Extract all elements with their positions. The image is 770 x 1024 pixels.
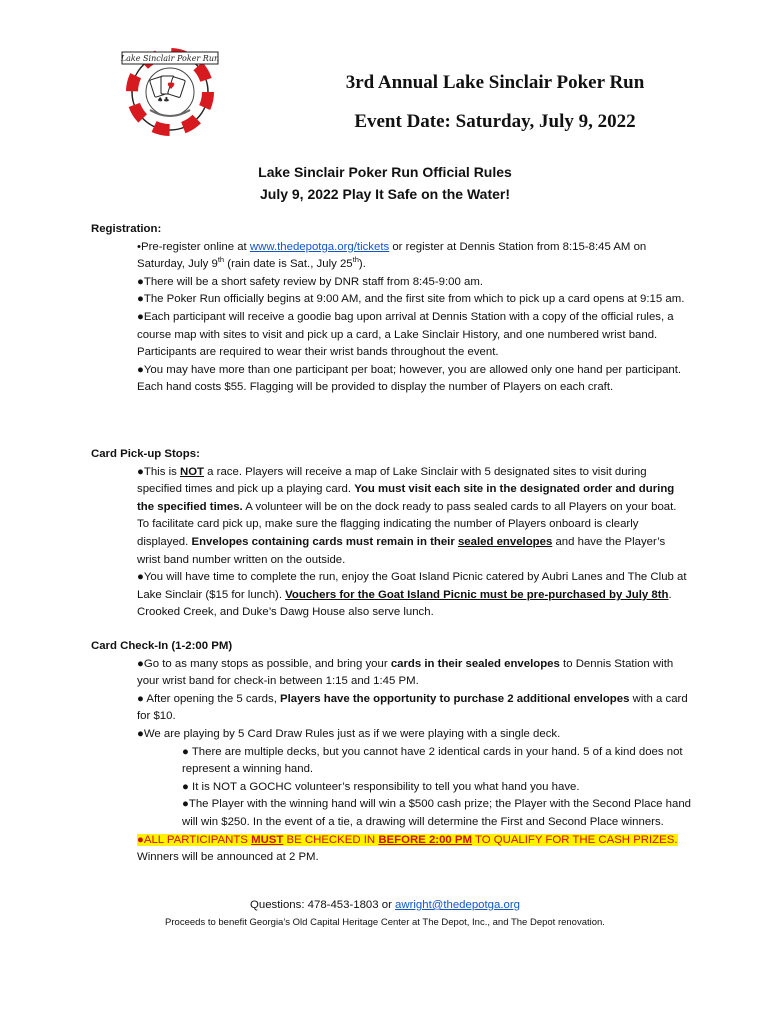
text: ●Go to as many stops as possible, and bring your xyxy=(137,657,391,670)
checkin-subbullet: ● It is NOT a GOCHC volunteer’s responsibility to tell you what hand you have. xyxy=(182,780,580,793)
logo-text: Lake Sinclair Poker Run xyxy=(120,54,220,63)
text: and have the Player’s wrist band number written on the outside. xyxy=(137,535,666,566)
text: with a card for $10. xyxy=(137,692,688,723)
emphasis: Vouchers for the Goat Island Picnic must be pre-purchased by July 8th xyxy=(285,588,669,601)
text: •Pre-register online at xyxy=(137,240,250,253)
rules-date-slogan: July 9, 2022 Play It Safe on the Water! xyxy=(259,186,511,202)
checkin-heading: Card Check-In (1-2:00 PM) xyxy=(91,640,233,652)
checkin-bullet: ●We are playing by 5 Card Draw Rules just as if we were playing with a single deck. xyxy=(137,727,561,740)
text: Questions: 478-453-1803 or xyxy=(250,899,396,911)
pickup-bullet xyxy=(137,569,691,622)
registration-heading: Registration: xyxy=(91,223,162,235)
text: ● After opening the 5 cards, xyxy=(137,692,281,705)
emphasis: MUST xyxy=(251,833,284,846)
emphasis: cards in their sealed envelopes xyxy=(390,657,560,670)
emphasis: BEFORE 2:00 PM xyxy=(378,833,472,846)
emphasis: Players have the opportunity to purchase 2 additional envelopes xyxy=(280,692,630,705)
text: ●ALL PARTICIPANTS xyxy=(137,833,252,846)
text: ). xyxy=(358,258,366,271)
email-link[interactable]: awright@thedepotga.org xyxy=(395,899,520,911)
text: (rain date is Sat., July 25 xyxy=(224,258,353,271)
checkin-subbullet: ●The Player with the winning hand will win a $500 cash prize; the Player with the Second Place hand will win $250. In the event of a tie, a drawing will determine the First and Second Place winners. xyxy=(182,798,691,828)
pickup-bullet xyxy=(137,464,691,570)
pickup-heading: Card Pick-up Stops: xyxy=(91,448,200,460)
registration-section xyxy=(91,221,691,397)
text: to Dennis Station with your wrist band for check-in between 1:15 and 1:45 PM. xyxy=(137,657,674,688)
pickup-section xyxy=(91,446,691,622)
registration-bullet: ●The Poker Run officially begins at 9:00 AM, and the first site from which to pick up a card opens at 9:15 am. xyxy=(137,293,685,306)
checkin-bullet xyxy=(137,656,691,691)
text: or register at Dennis Station from 8:15-8:45 AM on Saturday, July 9 xyxy=(137,240,647,271)
text: a race. Players will receive a map of Lake Sinclair with 5 designated sites to visit during specified times and pick up a playing card. xyxy=(137,465,647,496)
text: TO QUALIFY FOR THE CASH PRIZES. xyxy=(472,833,678,846)
page-title: 3rd Annual Lake Sinclair Poker Run xyxy=(345,72,645,93)
svg-text:♠♣: ♠♣ xyxy=(157,96,170,104)
emphasis: Envelopes containing cards must remain in their xyxy=(191,535,458,548)
text: . Crooked Creek, and Duke’s Dawg House also serve lunch. xyxy=(137,588,672,619)
checkin-subbullet: ● There are multiple decks, but you cannot have 2 identical cards in your hand. 5 of a kind does not represent a winning hand. xyxy=(182,745,683,776)
checkin-bullet xyxy=(137,691,691,726)
registration-bullet: ●Each participant will receive a goodie bag upon arrival at Dennis Station with a copy of the official rules, a course map with sites to visit and pick up a card, a Lake Sinclair History, and one numbered wrist band. Participants are required to wear their wrist bands throughout the event. xyxy=(137,310,674,359)
registration-bullet xyxy=(137,239,691,274)
text: A volunteer will be on the dock ready to pass sealed cards to all Players on your boat. To facilitate card pick up, make sure the flagging indicating the number of Players onboard is clearly displayed. xyxy=(137,500,677,548)
registration-bullet: ●You may have more than one participant per boat; however, you are allowed only one hand per participant. Each hand costs $55. Flagging will be provided to display the number of Players on each craft. xyxy=(137,363,682,394)
text: ●You will have time to complete the run, enjoy the Goat Island Picnic catered by Aubri Lanes and The Club at Lake Sinclair ($15 for lunch). xyxy=(137,571,687,601)
proceeds-note: Proceeds to benefit Georgia’s Old Capital Heritage Center at The Depot, Inc., and The Depot renovation. xyxy=(165,917,605,928)
winners-announcement: Winners will be announced at 2 PM. xyxy=(137,851,319,864)
superscript: th xyxy=(217,255,225,265)
checkin-section xyxy=(91,638,691,867)
superscript: th xyxy=(352,255,359,265)
registration-bullet: ●There will be a short safety review by DNR staff from 8:45-9:00 am. xyxy=(137,275,483,288)
emphasis: NOT xyxy=(179,465,205,478)
emphasis: You must visit each site in the designated order and during the specified times. xyxy=(137,483,675,513)
svg-text:♥: ♥ xyxy=(167,82,176,92)
text: BE CHECKED IN xyxy=(283,833,379,846)
tickets-link[interactable]: www.thedepotga.org/tickets xyxy=(249,240,390,253)
deadline-notice xyxy=(137,832,691,850)
questions-line xyxy=(0,899,770,911)
emphasis: sealed envelopes xyxy=(457,535,553,548)
deadline-highlight xyxy=(137,834,678,846)
poker-run-logo xyxy=(116,44,224,136)
rules-heading: Lake Sinclair Poker Run Official Rules xyxy=(258,164,512,180)
text: ●This is xyxy=(137,465,180,478)
event-date: Event Date: Saturday, July 9, 2022 xyxy=(354,111,636,132)
